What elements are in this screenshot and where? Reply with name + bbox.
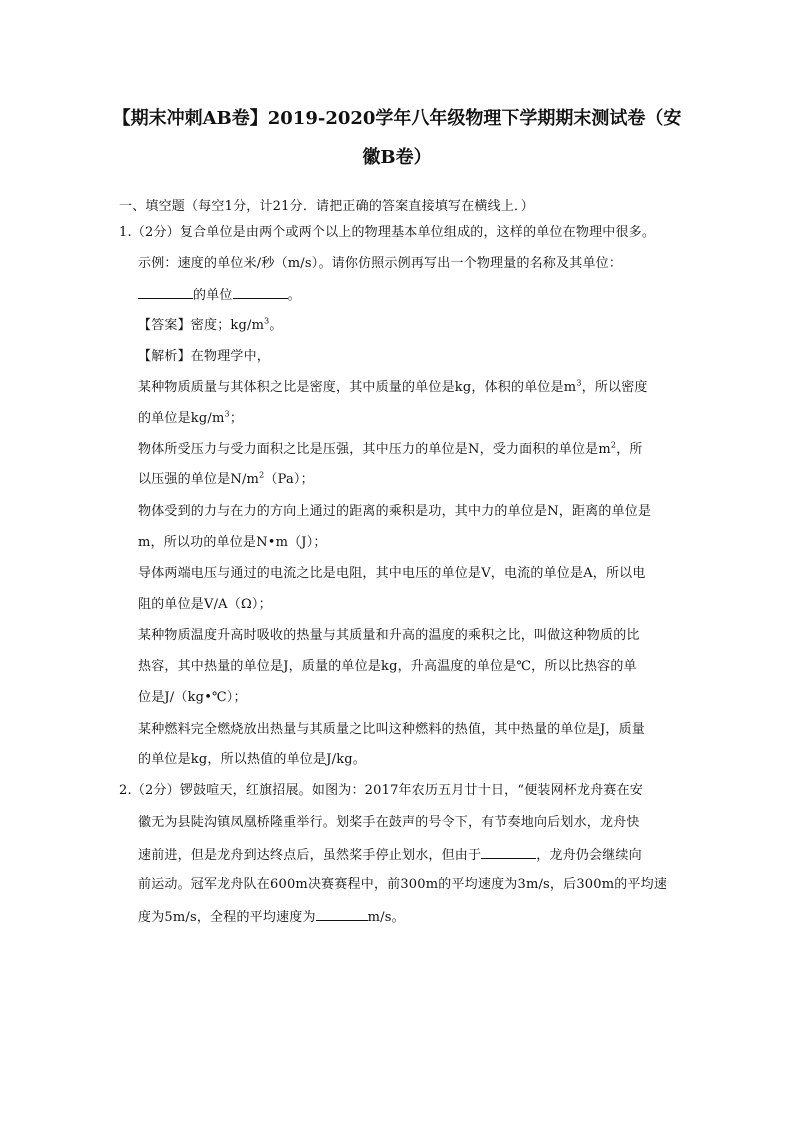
answer-blank-4[interactable]	[316, 908, 368, 921]
explanation-pressure-line-2	[138, 472, 314, 488]
explanation-resistance-line-2: 阻的单位是V/A（Ω）；	[138, 597, 272, 612]
explanation-density-line-2	[138, 411, 243, 427]
explanation-text: 物体所受压力与受力面积之比是压强，其中压力的单位是N，受力面积的单位是m	[138, 442, 611, 457]
question-text: m/s。	[367, 910, 405, 925]
question-text: 度为5m/s，全程的平均速度为	[138, 910, 316, 925]
superscript: 2	[610, 440, 617, 450]
explanation-text: 的单位是kg/m	[138, 411, 225, 426]
answer-blank-3[interactable]	[481, 846, 536, 859]
question-2-line-3	[138, 846, 642, 864]
question-2-line-1: 2.（2分）锣鼓喧天，红旗招展。如图为：2017年农历五月廿十日，“便装网杯龙舟赛在安	[119, 783, 644, 798]
question-2-line-5	[138, 908, 405, 926]
document-title-line-2: 徽B卷）	[362, 147, 432, 168]
explanation-resistance-line-1: 导体两端电压与通过的电流之比是电阻，其中电压的单位是V，电流的单位是A，所以电	[138, 566, 646, 581]
answer-text-end: 。	[269, 318, 283, 333]
explanation-work-line-1: 物体受到的力与在力的方向上通过的距离的乘积是功，其中力的单位是N，距离的单位是	[138, 504, 652, 519]
question-1-line-2: 示例：速度的单位米/秒（m/s）。请你仿照示例再写出一个物理量的名称及其单位：	[138, 256, 623, 271]
question-text: ，龙舟仍会继续向	[536, 848, 642, 863]
superscript: 2	[259, 470, 265, 480]
superscript: 3	[264, 316, 270, 326]
question-1-line-3-end: 。	[287, 288, 301, 303]
explanation-text: ，所以密度	[581, 380, 648, 395]
explanation-text: ；	[229, 411, 244, 426]
question-1-answer	[138, 318, 283, 334]
question-2-line-4: 前运动。冠军龙舟队在600m决赛赛程中，前300m的平均速度为3m/s，后300m的平均速	[138, 877, 668, 892]
explanation-text: （Pa）；	[264, 472, 314, 487]
question-1-line-3-text: 的单位	[193, 288, 233, 303]
document-title-line-1: 【期末冲刺AB卷】2019-2020学年八年级物理下学期期末测试卷（安	[112, 108, 682, 129]
question-1-line-1: 1.（2分）复合单位是由两个或两个以上的物理基本单位组成的，这样的单位在物理中很多。	[119, 225, 656, 240]
explanation-text: 某种物质质量与其体积之比是密度，其中质量的单位是kg，体积的单位是m	[138, 380, 577, 395]
explanation-intro: 【解析】在物理学中，	[138, 349, 271, 364]
explanation-pressure-line-1	[138, 442, 643, 458]
question-text: 速前进，但是龙舟到达终点后，虽然桨手停止划水，但由于	[138, 848, 482, 863]
explanation-heat-value-line-1: 某种燃料完全燃烧放出热量与其质量之比叫这种燃料的热值，其中热量的单位是J，质量	[138, 722, 646, 737]
explanation-heat-capacity-line-2: 热容，其中热量的单位是J，质量的单位是kg，升高温度的单位是℃，所以比热容的单	[138, 659, 637, 674]
explanation-heat-value-line-2: 的单位是kg，所以热值的单位是J/kg。	[138, 752, 366, 767]
section-heading: 一、填空题（每空1分，计21分．请把正确的答案直接填写在横线上．）	[119, 199, 534, 214]
question-1-line-3	[138, 286, 301, 304]
explanation-heat-capacity-line-3: 位是J/（kg•℃）；	[138, 690, 247, 705]
explanation-heat-capacity-line-1: 某种物质温度升高时吸收的热量与其质量和升高的温度的乘积之比，叫做这种物质的比	[138, 628, 640, 643]
answer-blank-2[interactable]	[233, 286, 288, 299]
question-2-line-2: 徽无为县陡沟镇凤凰桥隆重举行。划桨手在鼓声的号令下，有节奏地向后划水，龙舟快	[138, 815, 640, 830]
explanation-text: ，所	[616, 442, 643, 457]
explanation-text: 以压强的单位是N/m	[138, 472, 260, 487]
explanation-work-line-2: m，所以功的单位是N•m（J）；	[138, 535, 327, 550]
superscript: 3	[576, 378, 582, 388]
explanation-density-line-1	[138, 380, 648, 396]
answer-blank-1[interactable]	[138, 286, 193, 299]
superscript: 3	[224, 409, 230, 419]
answer-text: 【答案】密度；kg/m	[138, 318, 265, 333]
